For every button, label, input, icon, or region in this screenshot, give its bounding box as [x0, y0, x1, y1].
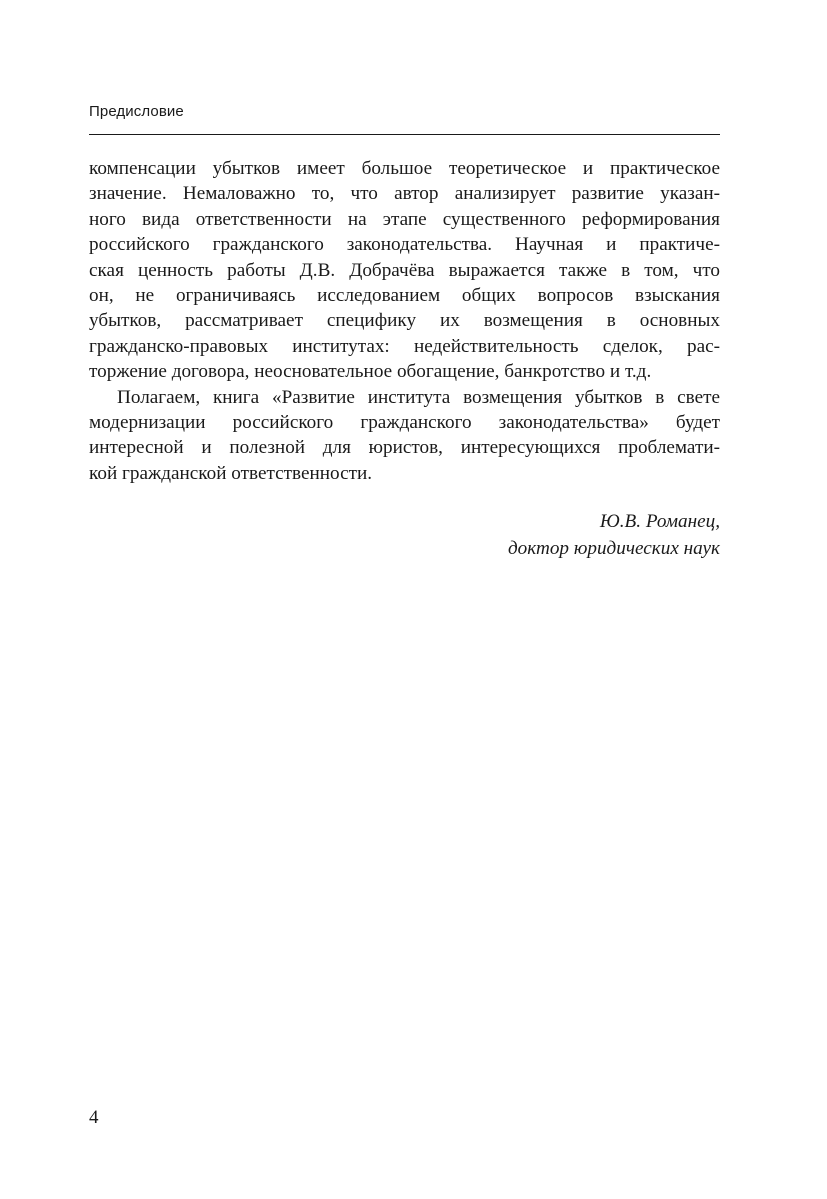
body-text: [89, 156, 720, 486]
paragraph-1: [89, 156, 720, 385]
text-line: убытков, рассматривает специфику их возмещения в основных: [89, 310, 720, 332]
text-line: кой гражданской ответственности.: [89, 462, 373, 484]
text-line: гражданско-правовых институтах: недействительность сделок, рас-: [89, 335, 720, 357]
author-name: Ю.В. Романец,: [599, 511, 720, 532]
text-line: ного вида ответственности на этапе существенного реформирования: [89, 208, 720, 230]
text-line: интересной и полезной для юристов, интересующихся проблемати-: [89, 437, 720, 459]
text-line: он, не ограничиваясь исследованием общих вопросов взыскания: [89, 285, 720, 307]
running-header: Предисловие: [89, 103, 184, 120]
signature-block: [508, 508, 720, 562]
text-line: ская ценность работы Д.В. Добрачёва выражается также в том, что: [89, 259, 720, 281]
text-line: российского гражданского законодательства. Научная и практиче-: [89, 234, 720, 256]
text-line: торжение договора, неосновательное обогащение, банкротство и т.д.: [89, 361, 652, 383]
text-line: Полагаем, книга «Развитие института возмещения убытков в свете: [117, 386, 720, 408]
text-line: модернизации российского гражданского законодательства» будет: [89, 412, 720, 434]
paragraph-2: [89, 385, 720, 487]
page-number: 4: [89, 1107, 99, 1128]
text-line: компенсации убытков имеет большое теоретическое и практическое: [89, 158, 720, 179]
header-divider: [89, 134, 720, 135]
author-title: доктор юридических наук: [507, 538, 720, 559]
text-line: значение. Немаловажно то, что автор анализирует развитие указан-: [89, 183, 720, 205]
